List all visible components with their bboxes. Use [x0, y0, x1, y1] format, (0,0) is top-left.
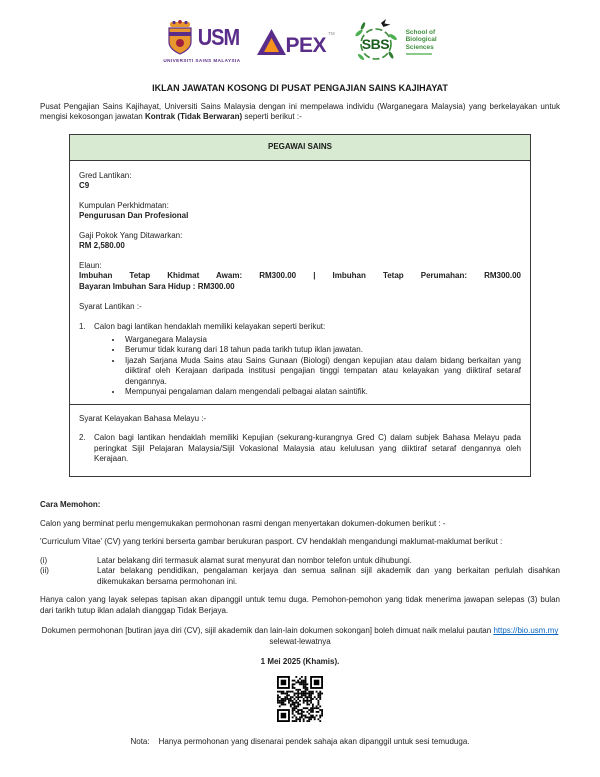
- submission-text-pre: Dokumen permohonan [butiran jaya diri (CV), sijil akademik dan lain-lain dokumen sokongan] boleh dimuat naik melalui pautan: [41, 626, 494, 636]
- field-value: RM 2,580.00: [79, 241, 125, 251]
- sbs-name-text: [406, 29, 437, 54]
- item-number: 1.: [79, 321, 86, 331]
- bullet-item: • Berumur tidak kurang dari 18 tahun pada tarikh tutup iklan jawatan.: [123, 345, 521, 356]
- intro-text-bold: Kontrak (Tidak Berwaran): [144, 112, 243, 122]
- application-portal-link[interactable]: https://bio.usm.my: [493, 626, 559, 636]
- item-number: (i): [40, 555, 48, 565]
- item-text: Latar belakang pendidikan, pengalaman kerjaya dan semua salinan sijil akademik dan yang berkaitan perlulah disahkan dikemukakan bersama permohonan ini.: [97, 566, 560, 586]
- usm-name-text: UNIVERSITI SAINS MALAYSIA: [163, 57, 241, 63]
- syarat-bahasa-item: [79, 433, 521, 465]
- field-gred-lantikan: [79, 171, 521, 192]
- sbs-name-line3: Sciences: [405, 43, 434, 51]
- field-kumpulan-perkhidmatan: [79, 201, 521, 222]
- item-text: Latar belakang diri termasuk alamat surat menyurat dan nombor telefon untuk dihubungi.: [97, 555, 412, 565]
- sbs-logo: [351, 17, 437, 67]
- cara-memohon-heading: Cara Memohon:: [40, 500, 101, 509]
- application-paragraph-2: 'Curriculum Vitae' (CV) yang terkini berserta gambar berukuran pasport. CV hendaklah mengandungi maklumat-maklumat berikut :: [40, 537, 503, 547]
- syarat-bahasa-section: [70, 404, 530, 476]
- item-text: Calon bagi lantikan hendaklah memiliki kelayakan seperti berikut:: [94, 321, 326, 331]
- item-text: Calon bagi lantikan hendaklah memiliki Kepujian (sekurang-kurangnya Gred C) dalam subjek Bahasa Melayu pada peringkat Sijil Pelajaran Malaysia/Sijil Vokasional Malaysia atau kelulusan yang diiktiraf setaraf dengannya oleh Kerajaan.: [94, 433, 521, 464]
- note-text: Hanya permohonan yang disenarai pendek sahaja akan dipanggil untuk sesi temuduga.: [158, 736, 470, 746]
- intro-paragraph: [40, 102, 560, 123]
- item-number: (ii): [40, 566, 49, 576]
- syarat-bahasa-heading: Syarat Kelayakan Bahasa Melayu :-: [79, 413, 207, 423]
- note-label: Nota:: [130, 736, 150, 746]
- sbs-tagline-bar: [406, 53, 432, 55]
- field-label: Gred Lantikan:: [79, 170, 132, 180]
- job-details: [70, 161, 530, 404]
- field-value: Pengurusan Dan Profesional: [79, 211, 189, 221]
- field-value: C9: [79, 181, 90, 191]
- field-elaun: [79, 261, 521, 293]
- syarat-lantikan-heading: Syarat Lantikan :-: [79, 302, 142, 312]
- cv-requirement-list: [40, 556, 560, 588]
- usm-abbr-text: USM: [197, 25, 240, 51]
- qualification-bullet-list: [79, 335, 521, 398]
- elaun-line1: Imbuhan Tetap Khidmat Awam: RM300.00 | Imbuhan Tetap Perumahan: RM300.00: [79, 271, 521, 281]
- bullet-item: • Ijazah Sarjana Muda Sains atau Sains Gunaan (Biologi) dengan kepujian atau dalam bidang berkaitan yang diiktiraf oleh Kerajaan daripada institusi pengajian tinggi tempatan atau kelayakan yang diiktiraf setaraf dengannya.: [123, 356, 521, 388]
- qr-code-container: [40, 676, 560, 726]
- sbs-name-line1: School of: [405, 29, 436, 37]
- field-gaji-pokok: [79, 231, 521, 252]
- page-title: IKLAN JAWATAN KOSONG DI PUSAT PENGAJIAN SAINS KAJIHAYAT: [152, 83, 448, 93]
- job-title-header: PEGAWAI SAINS: [70, 135, 530, 161]
- intro-text-post: seperti berikut :-: [242, 112, 302, 122]
- elaun-label: Elaun:: [79, 260, 102, 270]
- application-paragraph-3: Hanya calon yang layak selepas tapisan akan dipanggil untuk temu duga. Pemohon-pemohon yang tidak menerima jawapan selepas (3) bulan dari tarikh tutup iklan adalah dianggap Tidak Berjaya.: [40, 595, 560, 615]
- apex-trademark-text: TM: [328, 31, 335, 36]
- syarat-lantikan-item: [79, 322, 521, 333]
- submission-paragraph: [40, 626, 560, 647]
- qr-code: [277, 676, 323, 722]
- apex-logo: [257, 29, 335, 58]
- header-logos: [40, 15, 560, 69]
- sbs-name-line2: Biological: [405, 36, 437, 44]
- apex-letters-text: PEX: [285, 34, 327, 58]
- intro-text-pre: Pusat Pengajian Sains Kajihayat, Universiti Sains Malaysia dengan ini mempelawa individu (Warganegara Malaysia) yang berkelayakan untuk mengisi kekosongan jawatan: [40, 101, 560, 122]
- bullet-item: • Warganegara Malaysia: [123, 335, 521, 346]
- item-number: 2.: [79, 433, 86, 443]
- bullet-item: • Mempunyai pengalaman dalam mengendali pelbagai alatan saintifik.: [123, 387, 521, 398]
- application-paragraph-1: Calon yang berminat perlu mengemukakan permohonan rasmi dengan menyertakan dokumen-dokumen berikut : -: [40, 518, 446, 528]
- elaun-line2: Bayaran Imbuhan Sara Hidup : RM300.00: [79, 281, 235, 291]
- usm-logo: [163, 20, 240, 64]
- footer-note: [40, 737, 560, 748]
- field-label: Kumpulan Perkhidmatan:: [79, 200, 169, 210]
- field-label: Gaji Pokok Yang Ditawarkan:: [79, 230, 183, 240]
- submission-text-post: selewat-lewatnya: [269, 636, 331, 646]
- list-item-ii: [40, 566, 560, 587]
- sbs-abbr-text: SBS: [361, 35, 390, 52]
- job-vacancy-box: [69, 134, 531, 477]
- deadline-date: 1 Mei 2025 (Khamis).: [260, 657, 340, 667]
- usm-crest-icon: [165, 20, 195, 56]
- apex-triangle-icon: [257, 29, 286, 55]
- list-item-i: [40, 556, 560, 567]
